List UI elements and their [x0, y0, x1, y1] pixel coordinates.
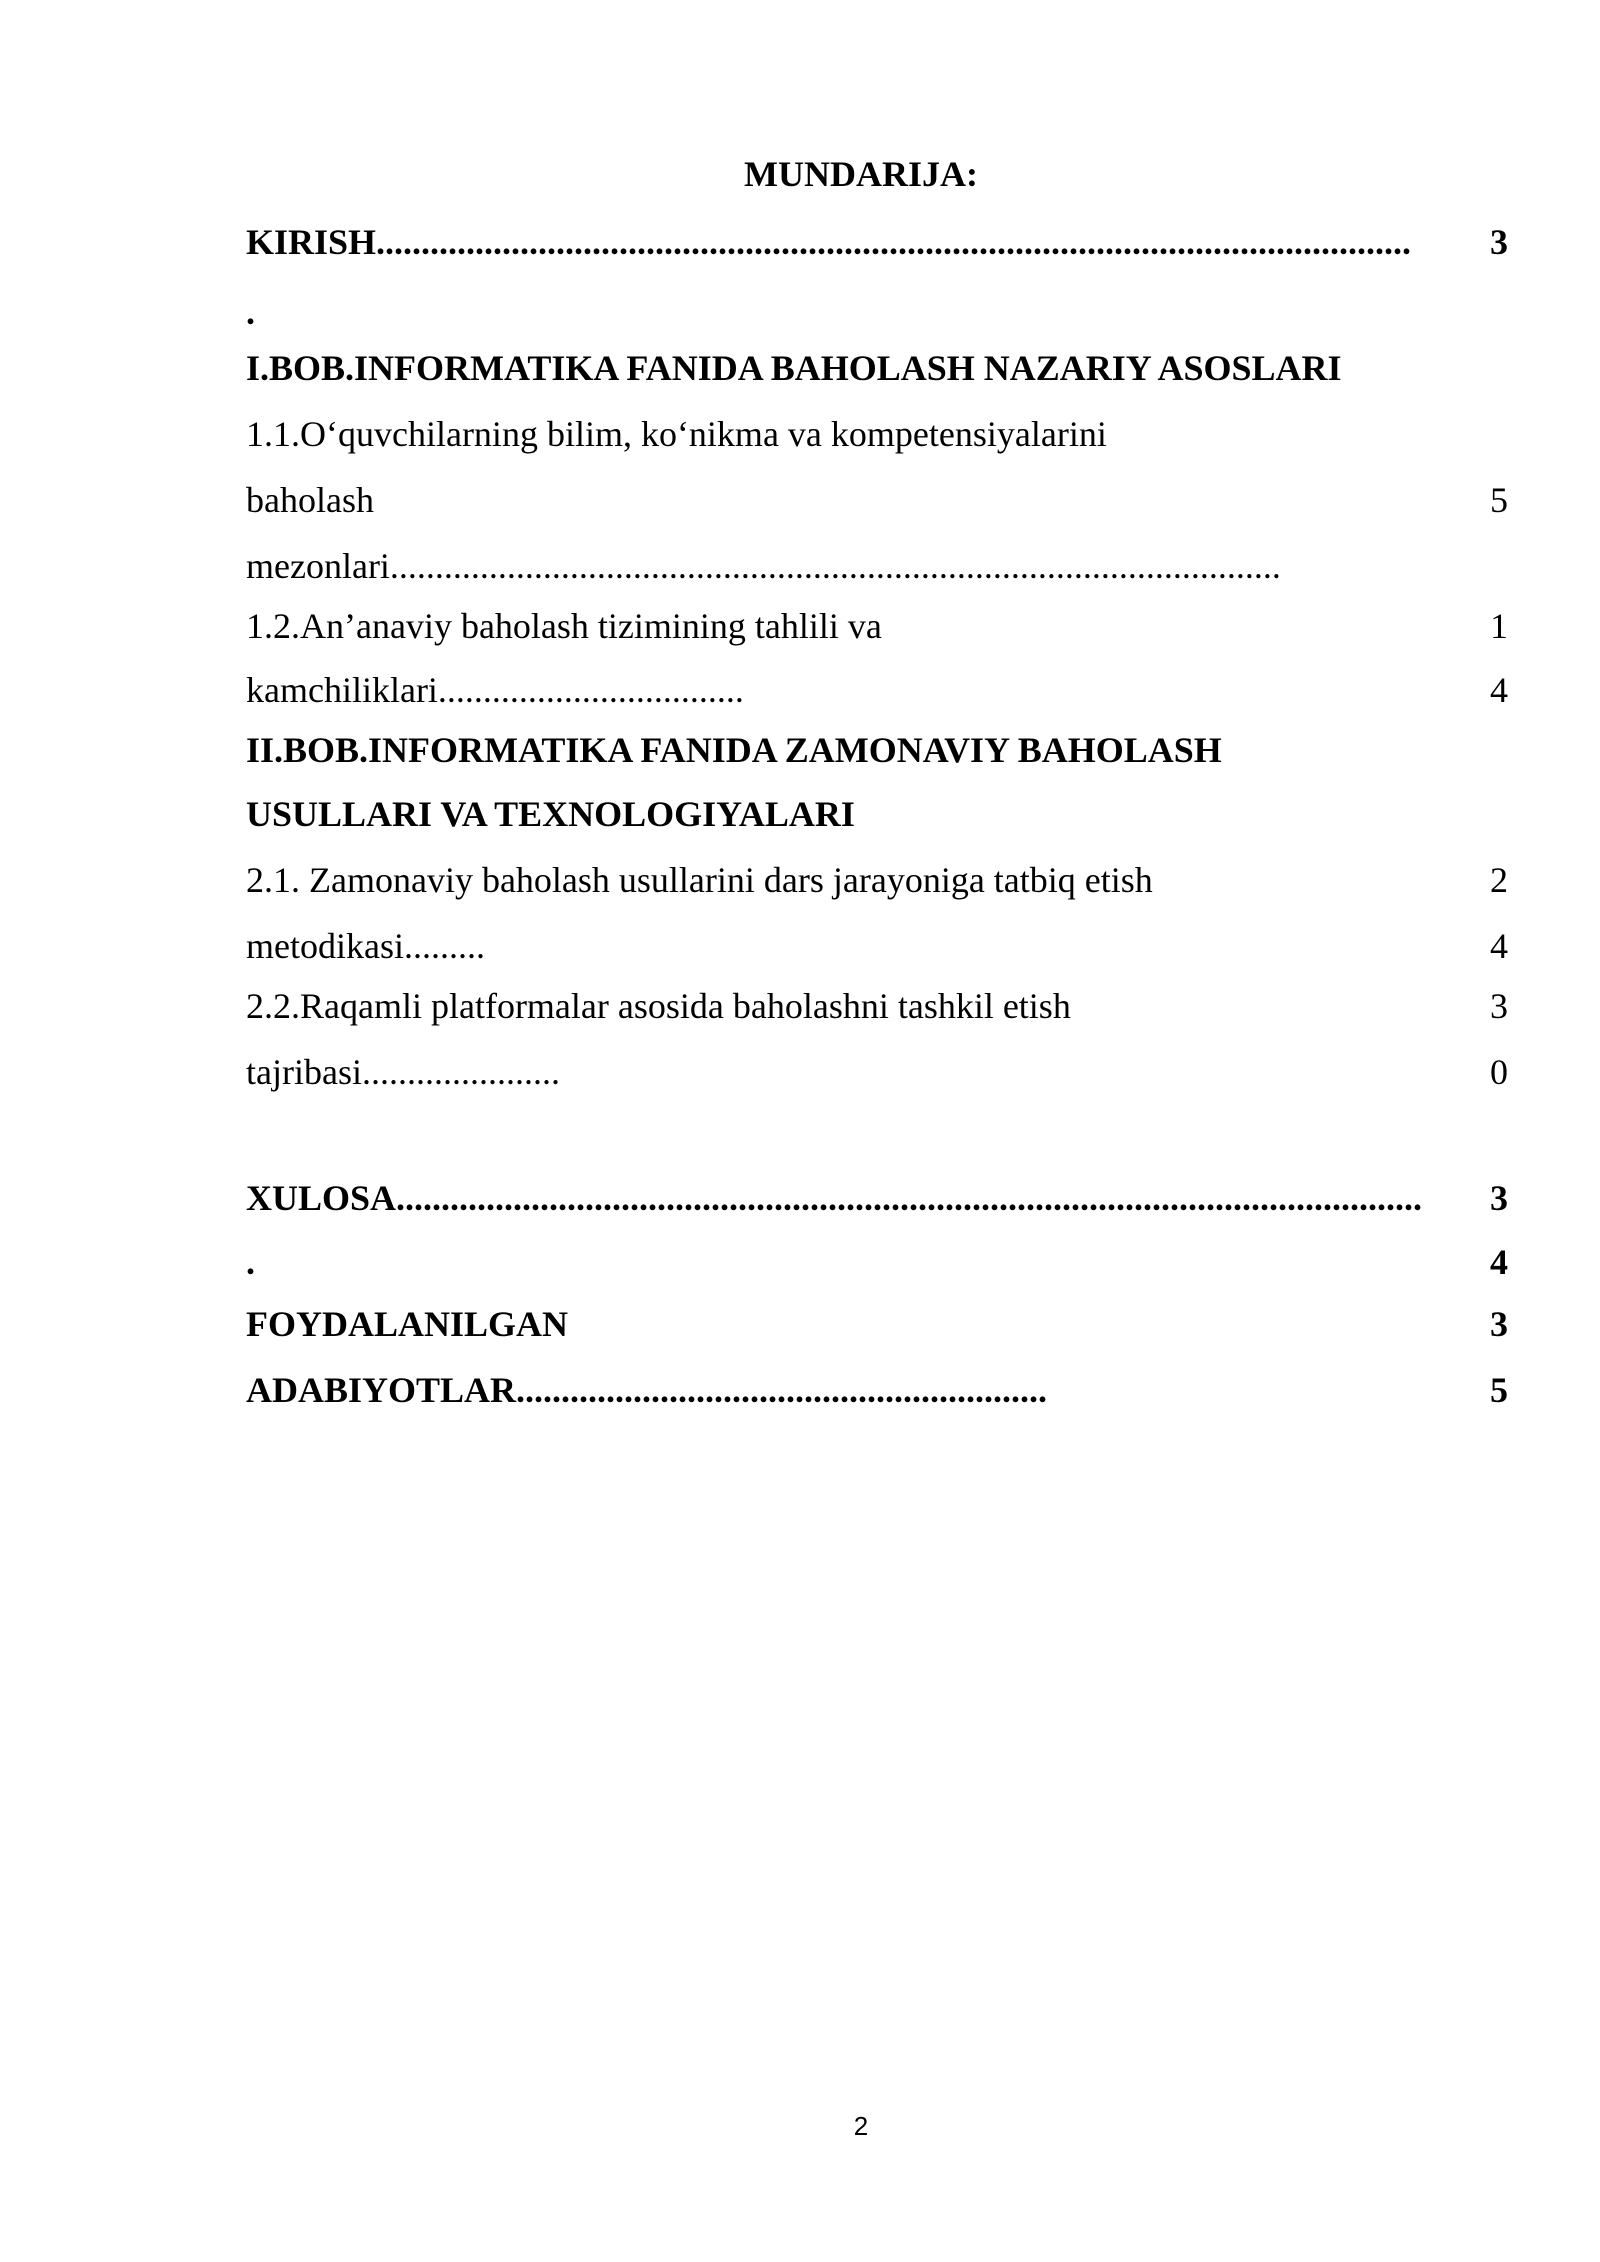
toc-page-2-1-digit-2: 4	[1490, 926, 1508, 966]
toc-entry-kirish: KIRISH...................................................................................................................	[246, 222, 1412, 262]
toc-page-xulosa-digit-2: 4	[1490, 1242, 1508, 1282]
toc-entry-xulosa: XULOSA..................................................................................................................	[246, 1178, 1423, 1218]
toc-chapter-1-heading: I.BOB.INFORMATIKA FANIDA BAHOLASH NAZARIY ASOSLARI	[246, 348, 1342, 388]
toc-chapter-2-heading-line-2: USULLARI VA TEXNOLOGIYALARI	[246, 794, 855, 834]
toc-entry-references-line-1: FOYDALANILGAN	[246, 1304, 569, 1344]
toc-entry-kirish-dot: .	[246, 292, 255, 332]
toc-section-2-2-line-1: 2.2.Raqamli platformalar asosida baholashni tashkil etish	[246, 986, 1071, 1026]
toc-page-1-2-digit-2: 4	[1490, 670, 1508, 710]
footer-page-number: 2	[853, 2111, 869, 2141]
toc-page-xulosa-digit-1: 3	[1490, 1178, 1508, 1218]
toc-page-1-2-digit-1: 1	[1490, 606, 1508, 646]
toc-entry-references-line-2: ADABIYOTLAR...........................................................	[246, 1370, 1048, 1410]
toc-section-1-1-line-3: mezonlari...................................................................................................	[246, 546, 1281, 586]
toc-section-1-1-line-2: baholash	[246, 480, 374, 520]
toc-section-2-1-line-2: metodikasi.........	[246, 926, 485, 966]
toc-page-1-1: 5	[1490, 480, 1508, 520]
toc-section-2-2-line-2: tajribasi......................	[246, 1052, 560, 1092]
toc-title: MUNDARIJA:	[744, 154, 978, 194]
toc-page-2-1-digit-1: 2	[1490, 860, 1508, 900]
toc-page-2-2-digit-2: 0	[1490, 1052, 1508, 1092]
toc-section-1-2-line-1: 1.2.An’anaviy baholash tizimining tahlili va	[246, 606, 882, 646]
toc-section-1-2-line-2: kamchiliklari..................................	[246, 670, 744, 710]
toc-section-1-1-line-1: 1.1.O‘quvchilarning bilim, ko‘nikma va kompetensiyalarini	[246, 414, 1107, 454]
toc-page-kirish: 3	[1490, 222, 1508, 262]
toc-page-references-digit-1: 3	[1490, 1304, 1508, 1344]
toc-page-references-digit-2: 5	[1490, 1370, 1508, 1410]
toc-page-2-2-digit-1: 3	[1490, 986, 1508, 1026]
toc-entry-xulosa-dot: .	[246, 1242, 255, 1282]
toc-chapter-2-heading-line-1: II.BOB.INFORMATIKA FANIDA ZAMONAVIY BAHOLASH	[246, 730, 1222, 770]
toc-section-2-1-line-1: 2.1. Zamonaviy baholash usullarini dars jarayoniga tatbiq etish	[246, 860, 1153, 900]
